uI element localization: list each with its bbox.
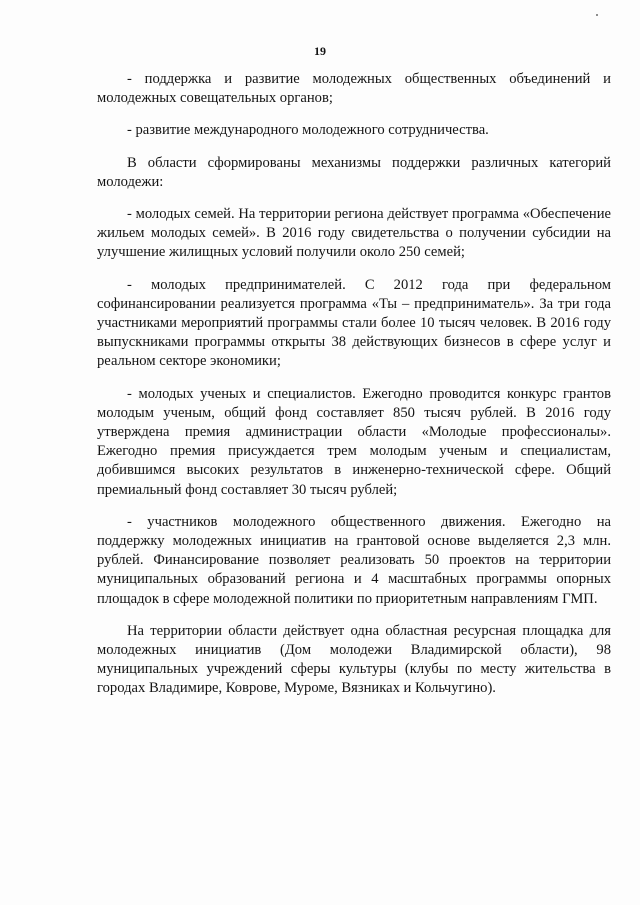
paragraph-international-cooperation: - развитие международного молодежного сотрудничества.: [127, 122, 489, 139]
paragraph-young-families: - молодых семей. На территории региона действует программа «Обеспечение жильем молодых семей». В 2016 году свидетельства о получении субсидии на улучшение жилищных условий получили около 250 семей;: [97, 206, 611, 261]
scan-speck: [596, 14, 598, 16]
document-body: [97, 70, 611, 699]
paragraph-young-entrepreneurs: - молодых предпринимателей. С 2012 года при федеральном софинансировании реализуется программа «Ты – предприниматель». За три года участниками мероприятий программы стали более 10 тысяч человек. В 2016 году выпускниками программы открыты 38 действующих бизнесов в сфере услуг и реальном секторе экономики;: [97, 276, 611, 370]
paragraph-young-scientists: - молодых ученых и специалистов. Ежегодно проводится конкурс грантов молодым ученым, общий фонд составляет 850 тысяч рублей. В 2016 году утверждена премия администрации области «Молодые профессионалы». Ежегодно премия присуждается трем молодым ученым и специалистам, добившимся высоких результатов в инженерно-технической сфере. Общий премиальный фонд составляет 30 тысяч рублей;: [97, 385, 611, 498]
paragraph-youth-associations: - поддержка и развитие молодежных общественных объединений и молодежных совещательных органов;: [97, 71, 611, 107]
paragraph-resource-platform: На территории области действует одна областная ресурсная площадка для молодежных инициатив (Дом молодежи Владимирской области), 98 муниципальных учреждений сферы культуры (клубы по месту жительства в городах Владимире, Коврове, Муроме, Вязниках и Кольчугино).: [97, 622, 611, 697]
page-number: 19: [314, 44, 326, 58]
paragraph-youth-movement: - участников молодежного общественного движения. Ежегодно на поддержку молодежных инициатив на грантовой основе выделяется 2,3 млн. рублей. Финансирование позволяет реализовать 50 проектов на территории муниципальных образований региона и 4 масштабных программы опорных площадок в сфере молодежной политики по приоритетным направлениям ГМП.: [97, 513, 611, 607]
paragraph-support-mechanisms: В области сформированы механизмы поддержки различных категорий молодежи:: [97, 154, 611, 190]
